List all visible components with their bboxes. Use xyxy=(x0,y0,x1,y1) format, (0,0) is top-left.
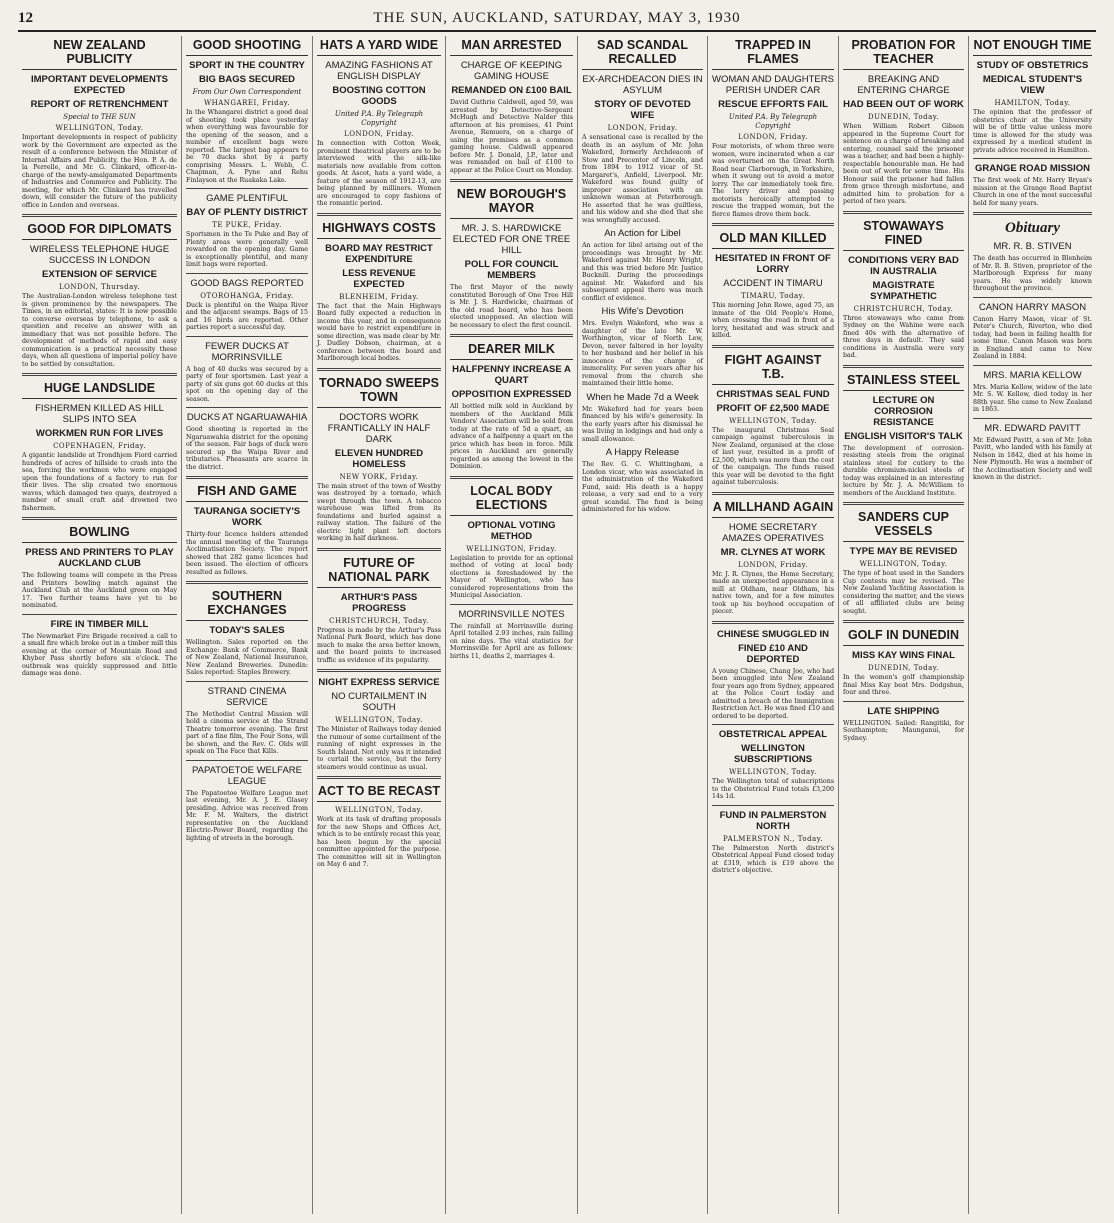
subheadline: ARTHUR'S PASS PROGRESS xyxy=(340,591,418,614)
article-text: The Rev. G. C. Whittingham, a London vicar, who was associated in the administration of the Wakeford Fund, said: His death is a happy release, a very sad end to a very great scandal. The fund is being administered for his widow. xyxy=(582,461,703,513)
divider xyxy=(843,211,964,214)
article-text: Mr. J. R. Clynes, the Home Secretary, made an unexpected appearance in a mill at Oldham, near Oldham, his native town, and for a few minutes took up his boyhood occupation of piecer. xyxy=(712,570,834,615)
dateline: TE PUKE, Friday. xyxy=(212,221,282,229)
headline: NIGHT EXPRESS SERVICE xyxy=(318,677,440,688)
headline: NOT ENOUGH TIME xyxy=(973,38,1092,56)
subheadline: ELEVEN HUNDRED HOMELESS xyxy=(334,447,424,470)
section-subhead: His Wife's Devotion xyxy=(601,306,684,317)
divider xyxy=(973,158,1092,159)
column-2 xyxy=(181,36,312,1214)
headline: CANON HARRY MASON xyxy=(978,301,1087,313)
dateline: LONDON, Thursday. xyxy=(58,283,141,291)
article-text: The fact that the Main Highways Board fully expected a reduction in income this year, and in consequence would have to restrict expenditure in some direction, was made clear by Mr. J. Dudley Dobson, chairman, at a conference between the board and Marlborough local bodies. xyxy=(317,302,441,362)
divider xyxy=(22,614,177,615)
headline: LOCAL BODY ELECTIONS xyxy=(450,484,573,516)
article-text: The main street of the town of Westby was destroyed by a tornado, which swept through the town. A tobacco warehouse was lifted from its foundations and hurled against a railway station. The failure of the electric light plant left doctors working in half darkness. xyxy=(317,482,441,542)
subheadline: REMANDED ON £100 BAIL xyxy=(451,85,572,96)
headline: FUTURE OF NATIONAL PARK xyxy=(317,556,441,588)
subheadline: MISS KAY WINS FINAL xyxy=(852,650,955,661)
subheadline: BIG BAGS SECURED xyxy=(198,74,296,85)
divider xyxy=(317,368,441,371)
article-text: Canon Harry Mason, vicar of St. Peter's Church, Riverton, who died today, had been in failing health for some time. Canon Mason was born in England and came to New Zealand in 1884. xyxy=(973,315,1092,360)
headline: FUND IN PALMERSTON NORTH xyxy=(719,809,827,832)
subheadline: BOOSTING COTTON GOODS xyxy=(332,85,426,107)
subheadline: BAY OF PLENTY DISTRICT xyxy=(186,207,308,218)
divider xyxy=(186,581,308,584)
divider xyxy=(712,724,834,725)
divider xyxy=(973,297,1092,298)
divider xyxy=(186,273,308,274)
headline: NEW BOROUGH'S MAYOR xyxy=(450,187,573,219)
article-text: The Newmarket Fire Brigade received a call to a small fire which broke out in a timber mill this evening at the corner of Mountain Road and Khyber Pass shortly before six o'clock. The outbreak was quickly suppressed and little damage was done. xyxy=(22,632,177,677)
paper-title-date: THE SUN, AUCKLAND, SATURDAY, MAY 3, 1930 xyxy=(373,10,741,26)
divider xyxy=(317,213,441,216)
headline: FISH AND GAME xyxy=(186,484,308,502)
article-text: The Wellington total of subscriptions to the Obstetrical Fund totals £3,200 14s 1d. xyxy=(712,778,834,800)
subheadline: LESS REVENUE EXPECTED xyxy=(342,267,416,290)
dateline: LONDON, Friday. xyxy=(344,130,414,138)
dateline: LONDON, Friday. xyxy=(607,124,678,132)
article-text: The Papatoetoe Welfare League met last evening, Mr. A. J. E. Glasey presiding. Advice was received from Mr. F. M. Walters, the district representative on the Auckland Electric-Power Board, regarding the lighting of streets in the borough. xyxy=(186,789,308,842)
subheadline: HOME SECRETARY AMAZES OPERATIVES xyxy=(722,521,824,544)
article-text: In the women's golf championship final Miss Kay beat Mrs. Dodgshun, four and three. xyxy=(843,674,964,696)
dateline: PALMERSTON N., Today. xyxy=(723,834,823,843)
column-7 xyxy=(838,36,968,1214)
headline: GOLF IN DUNEDIN xyxy=(843,628,964,646)
headline: MR. EDWARD PAVITT xyxy=(984,422,1081,434)
subheadline: MEDICAL STUDENT'S VIEW xyxy=(982,74,1083,96)
headline: TRAPPED IN FLAMES xyxy=(712,38,834,70)
byline: United P.A. By Telegraph Copyright xyxy=(728,113,818,130)
subheadline: DOCTORS WORK FRANTICALLY IN HALF DARK xyxy=(327,411,431,445)
article-text: Mr. Wakeford had for years been financed by his wife's generosity. In the early years after his dismissal he was living in lodgings and had only a small allowance. xyxy=(582,405,703,443)
article-text: The development of corrosion-resisting steels from the original stainless steel for cutlery to the durable chromium-nickel steels of today was explained in an interesting lecture by Mr. J. A. McWilliam to members of the Auckland Institute. xyxy=(843,444,964,497)
masthead xyxy=(18,10,1096,32)
column-1 xyxy=(18,36,181,1214)
article-text: Important developments in respect of publicity work by the Government are expected as the result of a conference between the Minister of Internal Affairs and Publicity, the Hon. P. A. de la Perrelle, and Mr. G. Clinkard, officer-in-charge of the newly-amalgamated Departments of Industries and Commerce and Publicity. The meeting, for which Mr. Clinkard has travelled down, will consider the future of the publicity office in London and overseas. xyxy=(22,134,177,209)
article-text: Sportsmen in the Te Puke and Bay of Plenty areas were generally well rewarded on the opening day. Game is exceptionally plentiful, and many limit bags were reported. xyxy=(186,231,308,268)
article-text: The death has occurred in Blenheim of Mr. R. B. Stiven, proprietor of the Marlborough Express for many years. He was widely known throughout the province. xyxy=(973,255,1092,292)
article-text: The Australian-London wireless telephone test is given prominence by the newspapers. The Times, in an editorial, states: It is now possible to converse overseas by telephone, to ask a question and receive an answer with an immediacy that was not possible before. The development of methods of rapid and easy communication is a practical necessity these days, when all questions of imperial policy have to be settled by consultation. xyxy=(22,293,177,368)
headline: OLD MAN KILLED xyxy=(712,231,834,249)
obituary-heading: Obituary xyxy=(1004,220,1060,236)
divider xyxy=(186,760,308,761)
subheadline: PRESS AND PRINTERS TO PLAY AUCKLAND CLUB xyxy=(25,547,174,569)
article-text: The rainfall at Morrinsville during April totalled 2.93 inches, rain falling on nine days. The vital statistics for Morrinsville for April are as follows: births 11, deaths 2, marriages 4. xyxy=(450,622,573,660)
headline: LATE SHIPPING xyxy=(867,705,940,717)
subheadline: FINED £10 AND DEPORTED xyxy=(738,642,808,665)
article-text: When William Robert Gibson appeared in the Supreme Court for sentence on a charge of breaking and entering, counsel said the prisoner was a teacher, and had been a highly-respectable honourable man. He had been out of work for some time. His Honour said the prisoner had fallen from grace through misfortune, and admitted him to probation for a period of two years. xyxy=(843,123,964,205)
headline: FEWER DUCKS AT MORRINSVILLE xyxy=(205,340,289,363)
subheadline: RESCUE EFFORTS FAIL xyxy=(718,99,828,110)
divider xyxy=(843,502,964,505)
subheadline: MR. J. S. HARDWICKE ELECTED FOR ONE TREE HILL xyxy=(452,223,571,256)
divider xyxy=(317,776,441,779)
article-text: David Guthrie Caldwell, aged 59, was arrested by Detective-Sergeant McHugh and Detective Nalder this afternoon at his premises, 41 Point Avenue, Remuera, on a charge of using the premises as a common gaming house. Caldwell appeared before Mr. J. Donald, J.P., later and was remanded on bail of £100 to appear at the Police Court on Monday. xyxy=(450,99,573,174)
subheadline: ACCIDENT IN TIMARU xyxy=(723,278,823,289)
subheadline: LECTURE ON CORROSION RESISTANCE xyxy=(872,394,935,428)
article-text: The following teams will compete in the Press and Printers bowling match against the Auckland Club at the Auckland green on May 17. Two further teams have yet to be nominated. xyxy=(22,572,177,609)
subheadline: WORKMEN RUN FOR LIVES xyxy=(35,428,164,439)
headline: FIGHT AGAINST T.B. xyxy=(712,353,834,385)
subheadline: WOMAN AND DAUGHTERS PERISH UNDER CAR xyxy=(712,74,834,96)
subheadline: WELLINGTON SUBSCRIPTIONS xyxy=(733,743,813,765)
article-text: All bottled milk sold in Auckland by members of the Auckland Milk Vendors' Association will be sold from today at the rate of 5d a quart, an advance of a halfpenny a quart on the price which has been in force. Milk prices in Auckland are generally regarded as among the lowest in the Dominion. xyxy=(450,403,573,470)
dateline: WELLINGTON, Today. xyxy=(55,124,144,132)
subheadline: HALFPENNY INCREASE A QUART xyxy=(452,364,571,386)
headline: STAINLESS STEEL xyxy=(843,373,964,391)
article-text: In the Whangarei district a good deal of shooting took place yesterday when everything was favourable for the opening of the season, and a number of excellent bags were reported. The largest bag appears to be 70 ducks shot by a party comprising Messrs. L. Webb, C. Chapman, A. Pyne and Rehu Finlayson at the Ruakaka Lake. xyxy=(186,109,308,184)
section-subhead: A Happy Release xyxy=(605,447,680,458)
dateline: TIMARU, Today. xyxy=(741,292,805,300)
divider xyxy=(712,223,834,226)
subheadline: MAGISTRATE SYMPATHETIC xyxy=(870,279,937,302)
article-text: The first week of Mr. Harry Bryan's mission at the Grange Road Baptist Church in one of the most successful held for many years. xyxy=(973,177,1092,207)
article-text: The opinion that the professor of obstetrics chair at the University will be of little value unless more time is allowed for the study was expressed by a medical student in private advice received in Hamilton. xyxy=(973,109,1092,154)
dateline: HAMILTON, Today. xyxy=(994,99,1071,107)
subheadline: ENGLISH VISITOR'S TALK xyxy=(844,430,963,442)
article-text: Work at its task of drafting proposals for the new Shops and Offices Act, which is to be entirely recast this year, has been begun by the special committee appointed for the purpose. The committee will sit in Wellington on May 6 and 7. xyxy=(317,816,441,868)
headline: HUGE LANDSLIDE xyxy=(22,381,177,399)
dateline: WELLINGTON, Today. xyxy=(859,560,948,568)
dateline: NEW YORK, Friday. xyxy=(339,472,419,481)
subheadline: HESITATED IN FRONT OF LORRY xyxy=(715,253,831,275)
divider xyxy=(186,476,308,479)
divider xyxy=(186,188,308,189)
headline: STOWAWAYS FINED xyxy=(843,219,964,251)
headline: SAD SCANDAL RECALLED xyxy=(582,38,703,70)
headline: MR. R. B. STIVEN xyxy=(993,241,1072,252)
page-number: 12 xyxy=(18,10,33,26)
dateline: WELLINGTON, Today. xyxy=(729,416,817,425)
divider xyxy=(712,345,834,348)
subheadline: CHARGE OF KEEPING GAMING HOUSE xyxy=(460,60,563,82)
dateline: WHANGAREI, Friday. xyxy=(203,99,291,107)
column-5 xyxy=(577,36,707,1214)
article-text: A sensational case is recalled by the death in an asylum of Mr. John Wakeford, formerly Archdeacon of Stow and Precentor of Lincoln, and from 1894 to 1912 vicar of St. Margaret's, Anfield, Liverpool. Mr. Wakeford was found guilty of improper association with an unknown woman at Peterborough. He asserted that he was guiltless, and his widow and she died that she was wrongfully accused. xyxy=(582,134,703,224)
dateline: COPENHAGEN, Friday. xyxy=(53,442,146,450)
article-text: Mr. Edward Pavitt, a son of Mr. John Pavitt, who landed with his family at Nelson in 1842, died at his home in New Plymouth. He was a member of the Acclimatisation Society and well known in the district. xyxy=(973,436,1092,481)
headline: MAN ARRESTED xyxy=(450,38,573,56)
article-text: Progress is made by the Arthur's Pass National Park Board, which has done much to make the area better known, and the board points to increased traffic as evidence of its popularity. xyxy=(317,626,441,664)
article-text: Mrs. Maria Kellow, widow of the late Mr. S. W. Kellow, died today in her 88th year. She came to New Zealand in 1863. xyxy=(973,383,1092,413)
divider xyxy=(186,336,308,337)
article-text: Good shooting is reported in the Ngaruawahia district for the opening of the season. Fair bags of duck were secured up the Waipa River and tributaries. Pheasants are scarce in the district. xyxy=(186,426,308,471)
subheadline: EXTENSION OF SERVICE xyxy=(42,269,157,280)
article-text: In connection with Cotton Week, prominent theatrical players are to be interviewed with the silk-like materials now available from cotton goods. At Ascot, hats a yard wide, a feature of the season of 1912-13, are being planned by milliners. Women are encouraged to copy fashions of the romantic period. xyxy=(317,140,441,207)
headline: GOOD SHOOTING xyxy=(186,38,308,56)
headline: NEW ZEALAND PUBLICITY xyxy=(22,38,177,70)
article-text: The type of boat used in the Sanders Cup contests may be revised. The New Zealand Yachting Association is considering the matter, and the views of all affiliated clubs are being sought. xyxy=(843,570,964,615)
article-text: The inaugural Christmas Seal campaign against tuberculosis in New Zealand, organised at the close of last year, resulted in a profit of £2,500, which was more than the cost of the campaign. The funds raised this year will be devoted to the fight against tuberculosis. xyxy=(712,426,834,486)
subheadline: TAURANGA SOCIETY'S WORK xyxy=(193,506,301,528)
article-text: A gigantic landslide at Trondhjem Fiord carried hundreds of acres of hillside to crash into the sea, forcing the workmen who were engaged upon the foundations of a factory to run for their lives. The slip created two enormous waves, which damaged two quays, destroyed a number of small craft and drowned two fishermen. xyxy=(22,452,177,512)
divider xyxy=(973,365,1092,366)
dateline: WELLINGTON, Today. xyxy=(335,716,423,724)
headline: MORRINSVILLE NOTES xyxy=(458,608,565,620)
subheadline: HAD BEEN OUT OF WORK xyxy=(843,99,964,110)
divider xyxy=(186,407,308,408)
divider xyxy=(450,476,573,479)
headline: GRANGE ROAD MISSION xyxy=(974,163,1091,174)
dateline: LONDON, Friday. xyxy=(738,133,808,141)
headline: ACT TO BE RECAST xyxy=(317,784,441,802)
headline: MRS. MARIA KELLOW xyxy=(983,369,1082,381)
headline: SANDERS CUP VESSELS xyxy=(843,510,964,542)
headline: GAME PLENTIFUL xyxy=(206,193,288,204)
article-text: The Minister of Railways today denied the rumour of some curtailment of the running of night expresses in the South Island. Not only was it intended to curtail the service, but the ferry steamers would continue as usual. xyxy=(317,726,441,771)
byline: Special to THE SUN xyxy=(63,113,136,121)
subheadline: SPORT IN THE COUNTRY xyxy=(189,60,305,71)
headline: PROBATION FOR TEACHER xyxy=(843,38,964,70)
subheadline: STUDY OF OBSTETRICS xyxy=(976,60,1089,71)
divider xyxy=(450,179,573,182)
article-text: An action for libel arising out of the proceedings was brought by Mr. Wakeford against Mr. Henry Wright, and this was tried before Mr. Justice Bucknill. During the proceedings against Mr. Wakeford and his subsequent appeal there was much conflict of evidence. xyxy=(582,242,703,302)
subheadline: PROFIT OF £2,500 MADE xyxy=(716,402,830,414)
byline: United P.A. By Telegraph Copyright xyxy=(334,110,424,127)
dateline: BLENHEIM, Friday. xyxy=(339,292,419,301)
subheadline: EX-ARCHDEACON DIES IN ASYLUM xyxy=(582,74,703,96)
article-text: A bag of 40 ducks was secured by a party of four sportsmen. Last year a party of six guns got 60 ducks at this spot on the opening day of the season. xyxy=(186,365,308,403)
divider xyxy=(712,805,834,806)
subheadline: BREAKING AND ENTERING CHARGE xyxy=(857,74,950,96)
divider xyxy=(186,681,308,682)
subheadline: POLL FOR COUNCIL MEMBERS xyxy=(464,259,559,281)
divider xyxy=(973,212,1092,215)
headline: PAPATOETOE WELFARE LEAGUE xyxy=(192,764,302,787)
divider xyxy=(973,418,1092,419)
subheadline: IMPORTANT DEVELOPMENTS EXPECTED xyxy=(30,74,169,96)
byline: From Our Own Correspondent xyxy=(192,88,302,96)
dateline: DUNEDIN, Today. xyxy=(868,113,939,121)
divider xyxy=(450,334,573,337)
headline: A MILLHAND AGAIN xyxy=(712,500,834,518)
dateline: DUNEDIN, Today. xyxy=(868,664,939,672)
headline: SOUTHERN EXCHANGES xyxy=(186,589,308,621)
dateline: CHRISTCHURCH, Today. xyxy=(853,304,954,313)
dateline: WELLINGTON, Friday. xyxy=(466,544,557,553)
divider xyxy=(22,373,177,376)
divider xyxy=(843,701,964,702)
subheadline: CONDITIONS VERY BAD IN AUSTRALIA xyxy=(848,254,959,277)
dateline: LONDON, Friday. xyxy=(738,560,808,569)
headline: BOWLING xyxy=(22,525,177,543)
divider xyxy=(450,604,573,605)
headline: TORNADO SWEEPS TOWN xyxy=(317,376,441,408)
divider xyxy=(712,621,834,624)
divider xyxy=(317,548,441,551)
article-text: The first Mayor of the newly constituted Borough of One Tree Hill is Mr. J. S. Hardwicke, chairman of the old road board, who has been elected unopposed. An election will be necessary to elect the first council. xyxy=(450,284,573,329)
subheadline: TYPE MAY BE REVISED xyxy=(849,546,958,557)
headline: GOOD FOR DIPLOMATS xyxy=(22,222,177,240)
divider xyxy=(712,492,834,495)
article-text: The Palmerston North district's Obstetrical Appeal Fund closed today at £319, which is £19 above the district's objective. xyxy=(712,844,834,874)
divider xyxy=(317,669,441,672)
subheadline: BOARD MAY RESTRICT EXPENDITURE xyxy=(325,242,433,265)
subheadline: REPORT OF RETRENCHMENT xyxy=(30,99,169,110)
column-3 xyxy=(312,36,445,1214)
subheadline: STORY OF DEVOTED WIFE xyxy=(594,99,691,121)
headline: DUCKS AT NGARUAWAHIA xyxy=(186,412,308,423)
subheadline: AMAZING FASHIONS AT ENGLISH DISPLAY xyxy=(325,60,433,82)
article-text: A young Chinese, Chang Joe, who had been smuggled into New Zealand four years ago from Sydney, appeared at the Police Court today and admitted a breach of the Immigration Restriction Act. He was fined £10 and ordered to be deported. xyxy=(712,667,834,720)
subheadline: NO CURTAILMENT IN SOUTH xyxy=(331,691,427,713)
section-subhead: When he Made 7d a Week xyxy=(586,391,699,403)
subheadline: WIRELESS TELEPHONE HUGE SUCCESS IN LONDON xyxy=(29,244,170,266)
headline: FIRE IN TIMBER MILL xyxy=(50,618,149,630)
headline: OBSTETRICAL APPEAL xyxy=(718,729,828,740)
column-4 xyxy=(445,36,577,1214)
headline: HIGHWAYS COSTS xyxy=(317,221,441,239)
headline: STRAND CINEMA SERVICE xyxy=(207,685,287,708)
subheadline: OPTIONAL VOTING METHOD xyxy=(467,519,556,542)
article-text: Thirty-four licence holders attended the annual meeting of the Tauranga Acclimatisation Society. The report showed that 282 game licences had been issued. The election of officers resulted as follows. xyxy=(186,531,308,576)
subheadline: MR. CLYNES AT WORK xyxy=(720,546,826,558)
subheadline: CHRISTMAS SEAL FUND xyxy=(716,388,830,400)
dateline: WELLINGTON, Today. xyxy=(729,768,817,776)
article-text: The Methodist Central Mission will hold a cinema service at the Strand Theatre tomorrow evening. The first part of a fine film, The Four Sons, will be shown, and the Rev. C. Olds will speak on The Face that Kills. xyxy=(186,710,308,755)
article-text: This morning John Rowe, aged 75, an inmate of the Old People's Home, when crossing the road in front of a lorry, hesitated and was struck and killed. xyxy=(712,302,834,339)
headline: GOOD BAGS REPORTED xyxy=(190,277,304,289)
headline: DEARER MILK xyxy=(450,342,573,360)
column-8 xyxy=(968,36,1096,1214)
dateline: WELLINGTON, Today. xyxy=(335,806,423,814)
article-text: Wellington. Sales reported on the Exchange: Bank of Commerce, Bank of New Zealand, National Insurance, New Zealand Breweries. Dunedin: Sales reported: Staples Brewery. xyxy=(186,639,308,676)
section-subhead: An Action for Libel xyxy=(604,228,681,239)
divider xyxy=(22,517,177,520)
column-6 xyxy=(707,36,838,1214)
subheadline: TODAY'S SALES xyxy=(209,625,285,636)
divider xyxy=(22,214,177,217)
subheadline: FISHERMEN KILLED AS HILL SLIPS INTO SEA xyxy=(35,403,164,425)
dateline: OTOROHANGA, Friday. xyxy=(200,291,294,300)
article-text: Four motorists, of whom three were women, were incinerated when a car was overturned on the Great North Road near Clarborough, in Yorkshire, when it swung out to avoid a motor lorry. The car immediately took fire. The lorry driver and passing motorists heroically attempted to rescue the trapped woman, but the fierce flames drove them back. xyxy=(712,143,834,218)
divider xyxy=(843,620,964,623)
article-text: Legislation to provide for an optional method of voting at local body elections is foreshadowed by the Mayor of Wellington, who has considered representations from the Municipal Association. xyxy=(450,554,573,599)
article-text: WELLINGTON. Sailed: Rangitiki, for Southampton; Maunganui, for Sydney. xyxy=(843,719,964,742)
article-text: Three stowaways who came from Sydney on the Wahine were each fined 40s with the alternative of three days in default. They said conditions in Australia were very bad. xyxy=(843,314,964,359)
dateline: CHRISTCHURCH, Today. xyxy=(329,616,429,625)
headline: CHINESE SMUGGLED IN xyxy=(717,628,829,640)
divider xyxy=(843,365,964,368)
article-text: Mrs. Evelyn Wakeford, who was a daughter of the late Mr. W. Worthington, vicar of North Lew, Devon, never faltered in her loyalty to her husband and her belief in his innocence of the charge of immorality. For seven years after his removal from the church she maintained their little home. xyxy=(582,320,703,387)
subheadline: OPPOSITION EXPRESSED xyxy=(451,389,572,400)
headline: HATS A YARD WIDE xyxy=(317,38,441,56)
article-text: Duck is plentiful on the Waipa River and the adjacent swamps. Bags of 15 and 16 birds are reported. Other parties report a successful day. xyxy=(186,301,308,331)
